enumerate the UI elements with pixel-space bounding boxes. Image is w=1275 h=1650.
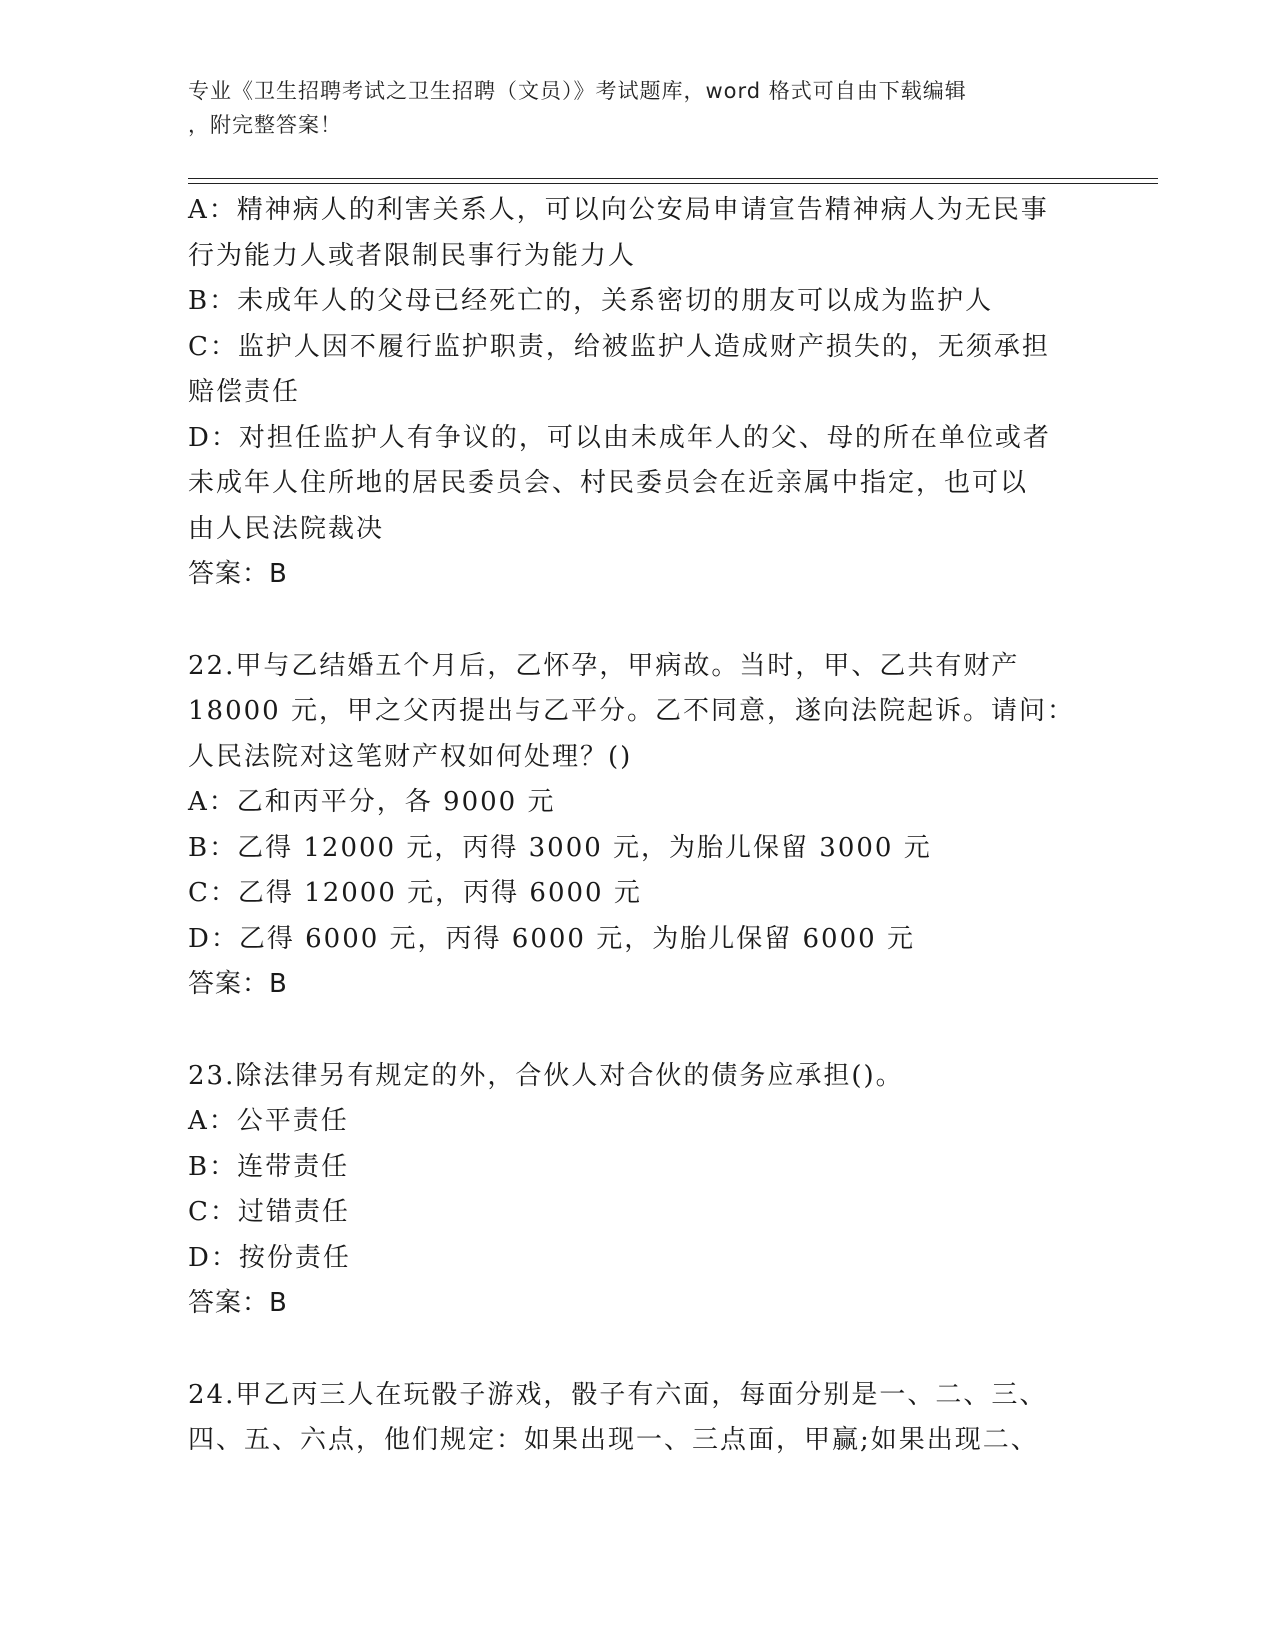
spacer bbox=[188, 598, 1088, 644]
header-line-1: 专业《卫生招聘考试之卫生招聘（文员）》考试题库，word 格式可自由下载编辑 bbox=[188, 79, 967, 103]
option-d: D：按份责任 bbox=[188, 1242, 351, 1273]
option-line: A：精神病人的利害关系人，可以向公安局申请宣告精神病人为无民事 bbox=[188, 195, 1049, 225]
option-line: C：监护人因不履行监护职责，给被监护人造成财产损失的，无须承担 bbox=[188, 331, 1050, 362]
spacer bbox=[188, 1008, 1088, 1054]
question-21-options bbox=[188, 188, 1088, 598]
question-stem-line: 四、五、六点，他们规定：如果出现一、三点面，甲赢;如果出现二、 bbox=[188, 1425, 1039, 1455]
option-line: 赔偿责任 bbox=[188, 377, 301, 407]
question-stem-line: 人民法院对这笔财产权如何处理？() bbox=[188, 741, 633, 772]
document-header bbox=[188, 74, 1068, 142]
option-line: 由人民法院裁决 bbox=[188, 513, 385, 544]
option-a: A：公平责任 bbox=[188, 1106, 349, 1136]
question-stem-line: 24.甲乙丙三人在玩骰子游戏，骰子有六面，每面分别是一、二、三、 bbox=[188, 1379, 1048, 1410]
header-line-2: ，附完整答案！ bbox=[188, 113, 342, 137]
option-line: D：对担任监护人有争议的，可以由未成年人的父、母的所在单位或者 bbox=[188, 422, 1051, 453]
question-22 bbox=[188, 644, 1088, 1008]
answer-23: 答案：B bbox=[188, 1288, 288, 1318]
question-content bbox=[188, 188, 1088, 1464]
option-line: B：未成年人的父母已经死亡的，关系密切的朋友可以成为监护人 bbox=[188, 286, 994, 316]
answer-21: 答案：B bbox=[188, 559, 288, 589]
header-rule-top bbox=[188, 178, 1158, 179]
option-c: C：过错责任 bbox=[188, 1197, 350, 1227]
question-stem-line: 22.甲与乙结婚五个月后，乙怀孕，甲病故。当时，甲、乙共有财产 bbox=[188, 650, 1020, 681]
header-rule-bottom bbox=[188, 183, 1158, 184]
option-line: 行为能力人或者限制民事行为能力人 bbox=[188, 240, 637, 271]
question-stem-line: 18000 元，甲之父丙提出与乙平分。乙不同意，遂向法院起诉。请问： bbox=[188, 696, 1075, 726]
option-d: D：乙得 6000 元，丙得 6000 元，为胎儿保留 6000 元 bbox=[188, 923, 915, 954]
answer-22: 答案：B bbox=[188, 969, 288, 999]
option-b: B：乙得 12000 元，丙得 3000 元，为胎儿保留 3000 元 bbox=[188, 832, 932, 863]
question-stem-line: 23.除法律另有规定的外，合伙人对合伙的债务应承担()。 bbox=[188, 1060, 904, 1091]
option-a: A：乙和丙平分，各 9000 元 bbox=[188, 787, 556, 817]
question-23 bbox=[188, 1054, 1088, 1327]
option-line: 未成年人住所地的居民委员会、村民委员会在近亲属中指定，也可以 bbox=[188, 468, 1029, 498]
option-b: B：连带责任 bbox=[188, 1151, 350, 1182]
question-24 bbox=[188, 1373, 1088, 1464]
spacer bbox=[188, 1327, 1088, 1373]
option-c: C：乙得 12000 元，丙得 6000 元 bbox=[188, 878, 642, 908]
